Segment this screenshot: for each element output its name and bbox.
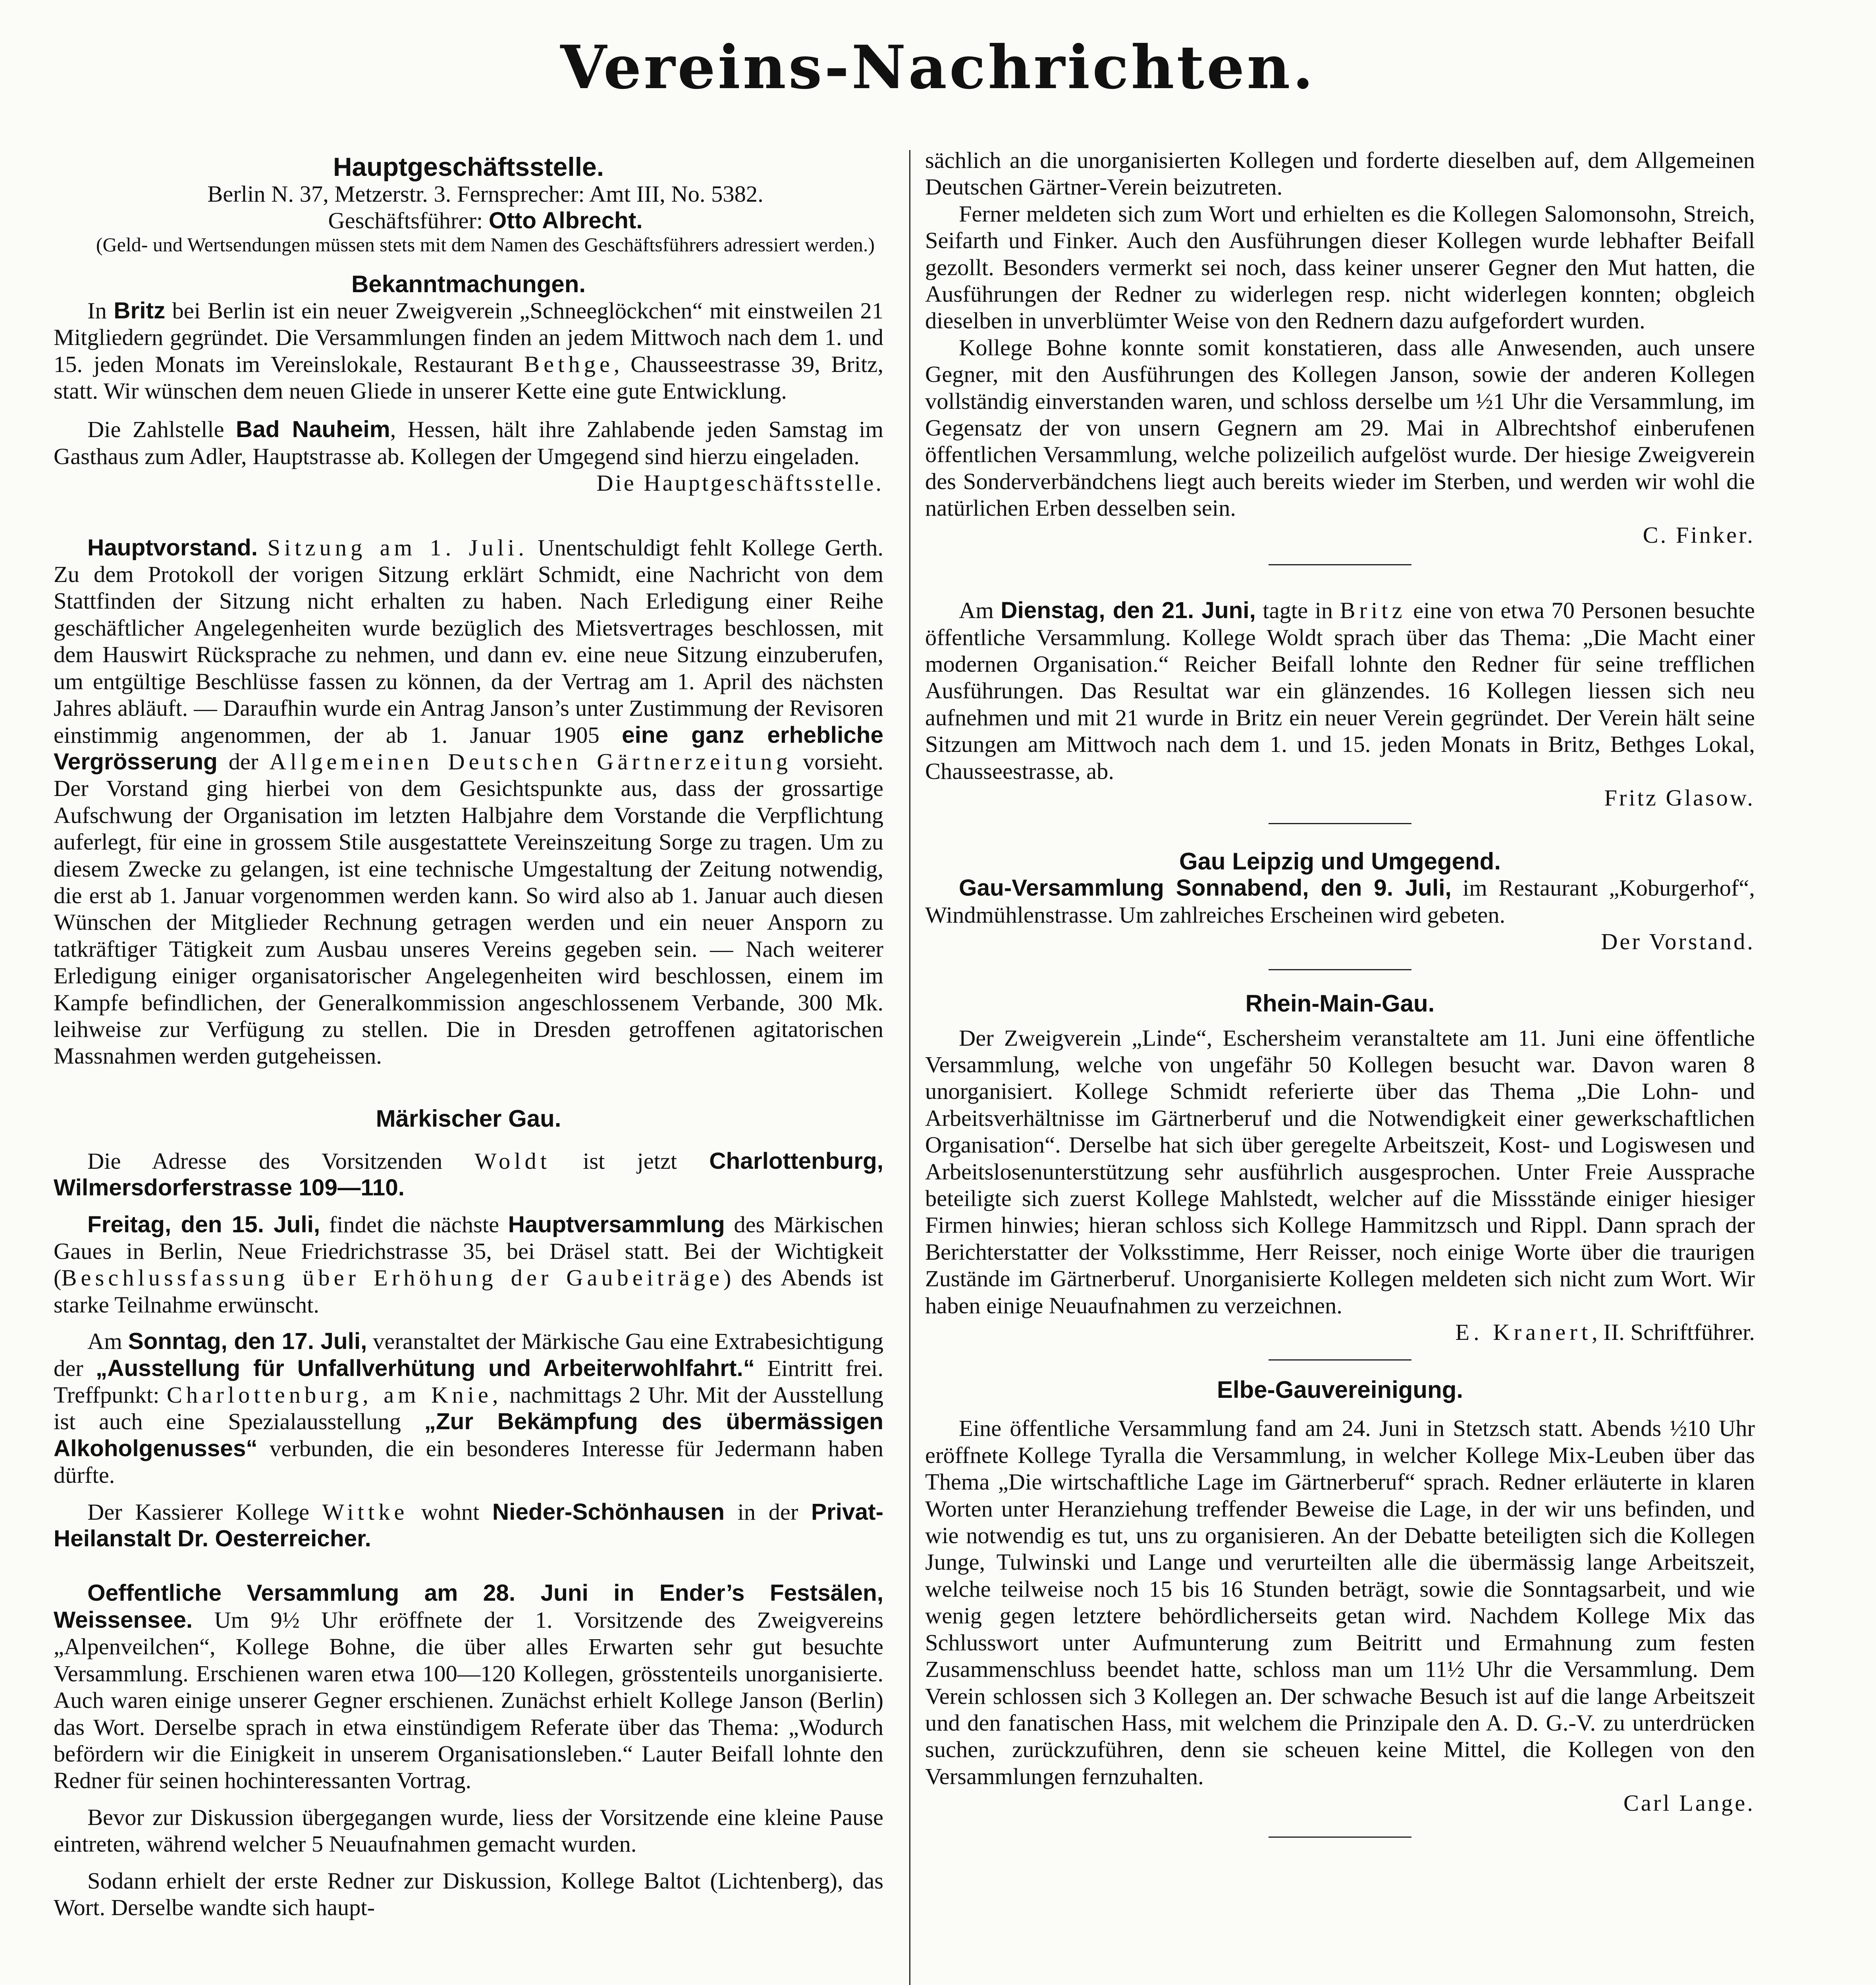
text-bold: „Ausstellung für Unfallverhütung und Arbeiterwohlfahrt.“ <box>95 1355 755 1381</box>
leipzig-heading: Gau Leipzig und Umgegend. <box>1179 848 1501 875</box>
text-bold: Oeffentliche Versammlung am 28. Juni in Ender’s Festsälen, Weissensee. <box>54 1580 883 1633</box>
section-rule <box>1269 1837 1411 1838</box>
leipzig-signature: Der Vorstand. <box>1601 929 1755 955</box>
masthead-title: Vereins-Nachrichten. <box>560 33 1316 102</box>
text-span: in der <box>737 1499 798 1525</box>
text-span: , II. Schriftführer. <box>1592 1319 1755 1345</box>
text-span: eine von etwa 70 Personen besuchte öffentliche Versammlung. Kollege Woldt sprach über das Thema: „Die Macht einer modernen Organisation.“ Reicher Beifall lohnte den Redner für seine trefflichen Ausführungen. Das Resultat war ein glänzendes. 16 Kollegen liessen sich neu aufnehmen und mit 21 wurde in Britz ein neuer Verein gegründet. Der Verein hält seine Sitzungen am Mittwoch nach dem 1. und 15. jeden Monats in Britz, Bethges Lokal, Chausseestrasse, ab. <box>925 597 1755 784</box>
elbe-report: Eine öffentliche Versammlung fand am 24. Juni in Stetzsch statt. Abends ½10 Uhr eröffnete Kollege Tyralla die Versammlung, in welcher Kollege Mix-Leuben über das Thema „Die wirtschaftliche Lage im Gärtnerberuf“ sprach. Redner erläuterte in klaren Worten unter Heranziehung treffender Beweise die Lage, in der wir uns befinden, und wie notwendig es tut, uns zu organisieren. An der Debatte beteiligten sich die Kollegen Junge, Tulwinski und Lange und verurteilten alle die übermässig lange Arbeitszeit, welche teilweise noch 15 bis 16 Stunden beträgt, sowie die Sonntagsarbeit, und wie wenig gegen letztere behördlicherseits getan wird. Nachdem Kollege Mix das Schlusswort unter Aufmunterung zum Beitritt und Ermahnung zum festen Zusammenschluss beendet hatte, schloss man um 11½ Uhr die Versammlung. Dem Verein schlossen sich 3 Kollegen an. Der schwache Besuch ist auf die lange Arbeitszeit und den fanatischen Hass, mit welchem die Prinzipale den A. D. G.-V. zu unterdrücken suchen, zurückzuführen, denn sie scheuen keine Mittel, die Kollegen von den Versammlungen fernzuhalten. <box>925 1415 1755 1789</box>
text-bold: „Zur Bekämpfung des übermässigen Alkoholgenusses“ <box>54 1409 884 1461</box>
text-span: im Restaurant „Koburgerhof“, Windmühlenstrasse. Um zahlreiches Erscheinen wird gebeten. <box>925 875 1755 928</box>
text-span: der <box>228 748 258 775</box>
text-spaced: Sitzung am 1. Juli. <box>267 534 528 561</box>
hq-manager-name: Otto Albrecht. <box>488 208 643 234</box>
continuation-paragraph: Kollege Bohne konnte somit konstatieren, dass alle Anwesenden, auch unsere Gegner, mit den Ausführungen des Kollegen Janson, sowie der anderen Kollegen vollständig einverstanden waren, und schloss derselbe um ½1 Uhr die Versammlung, im Gegensatz der von unsern Gegnern am 29. Mai in Albrechtshof einberufenen öffentlichen Versammlung, welche polizeilich aufgelöst wurde. Der hiesige Zweigverein des Sonderverbändchens liegt auch bereits wieder im Sterben, und werden wir wohl die natürlichen Erben desselben sein. <box>925 334 1755 521</box>
text-span: nachmittags 2 Uhr. Mit der Ausstellung ist auch eine Spezialausstellung <box>54 1382 884 1435</box>
text-span: Die Zahlstelle <box>87 416 224 443</box>
text-span: veranstaltet der Märkische Gau eine Extrabesichtigung der <box>54 1328 884 1381</box>
rhein-main-heading: Rhein-Main-Gau. <box>1245 990 1435 1017</box>
hq-address <box>54 181 883 207</box>
text-spaced: Beschlussfassung über Erhöhung der Gaubeiträge <box>61 1265 724 1291</box>
text-spaced: Charlottenburg, am Knie, <box>167 1382 502 1408</box>
right-column <box>925 147 1755 1838</box>
bekanntmachungen-heading: Bekanntmachungen. <box>351 270 586 297</box>
rhein-main-report: Der Zweigverein „Linde“, Eschersheim veranstaltete am 11. Juni eine öffentliche Versammlung, welche von ungefähr 50 Kollegen besucht war. Davon waren 8 unorganisiert. Kollege Schmidt referierte über das Thema „Die Lohn- und Arbeitsverhältnisse im Gärtnerberuf und die Notwendigkeit einer gewerkschaftlichen Organisation“. Derselbe hat sich über geregelte Arbeitszeit, Kost- und Logiswesen und Arbeitslosenunterstützung sehr ausführlich ausgesprochen. Unter Freie Aussprache beteiligte sich zuerst Kollege Mahlstedt, welcher auf die Missstände einiger hiesiger Firmen hinwies; hieran schloss sich Kollege Hammitzsch und Rippl. Dann sprach der Berichterstatter der Volksstimme, Herr Reisser, noch einige Worte über die traurigen Zustände im Gärtnerberuf. Unorganisierte Kollegen meldeten sich nicht zum Wort. Wir haben einige Neuaufnahmen zu verzeichnen. <box>925 1025 1755 1318</box>
bekanntmachung-britz <box>54 297 883 405</box>
leipzig-notice <box>925 875 1755 928</box>
continuation-paragraph: sächlich an die unorganisierten Kollegen und forderte dieselben auf, dem Allgemeinen Deutschen Gärtner-Verein beizutreten. <box>925 147 1755 200</box>
hq-note: (Geld- und Wertsendungen müssen stets mit dem Namen des Geschäftsführers adressiert werden.) <box>96 233 875 256</box>
elbe-heading: Elbe-Gauvereinigung. <box>1217 1376 1463 1403</box>
text-bold: Nieder-Schönhausen <box>492 1499 725 1525</box>
text-span: Unentschuldigt fehlt Kollege Gerth. Zu dem Protokoll der vorigen Sitzung erklärt Schmidt, eine Nachricht von dem Stattfinden der Sitzung nicht erhalten zu haben. Nach Erledigung einer Reihe geschäftlicher Angelegenheiten wurde bezüglich des Mietsvertrages beschlossen, mit dem Hauswirt Rücksprache zu nehmen, und dann ev. eine neue Sitzung einzuberufen, um entgültige Beschlüsse fassen zu können, da der Vertrag am 1. April des nächsten Jahres abläuft. — Daraufhin wurde ein Antrag Janson’s unter Zustimmung der Revisoren einstimmig angenommen, der ab 1. Januar 1905 <box>54 534 884 748</box>
maerkischer-gau-heading: Märkischer Gau. <box>376 1105 561 1132</box>
oeffentliche-versammlung <box>54 1580 883 1794</box>
text-bold: Sonntag, den 17. Juli, <box>128 1328 367 1355</box>
text-spaced: Woldt <box>474 1148 551 1174</box>
mg-kassierer <box>54 1499 883 1552</box>
text-span: verbunden, die ein besonderes Interesse für Jedermann haben dürfte. <box>54 1435 884 1488</box>
text-span: tagte in <box>1263 597 1333 624</box>
text-span: Am <box>87 1328 122 1355</box>
britz-report <box>925 597 1755 784</box>
mg-address-notice <box>54 1148 883 1201</box>
continuation-paragraph: Ferner meldeten sich zum Wort und erhielten es die Kollegen Salomonsohn, Streich, Seifarth und Finker. Auch den Ausführungen dieser Kollegen wurde lebhafter Beifall gezollt. Besonders vermerkt sei noch, dass keiner unserer Gegner den Mut hatten, die Ausführungen der Redner zu widerlegen resp. nicht widerlegen konnten; obgleich dieselben in unverblümter Weise von den Rednern dazu aufgefordert wurden. <box>925 200 1755 334</box>
hauptvorstand-report <box>54 534 883 1070</box>
text-span: findet die nächste <box>329 1211 499 1237</box>
text-bold: Gau-Versammlung Sonnabend, den 9. Juli, <box>959 875 1452 901</box>
hq-heading: Hauptgeschäftsstelle. <box>333 152 604 181</box>
text-span: , Chausseestrasse 39, Britz, statt. Wir wünschen dem neuen Gliede in unserer Kette eine gute Entwicklung. <box>54 351 883 404</box>
text-span: Der Kassierer Kollege <box>87 1499 309 1525</box>
text-span: Um 9½ Uhr eröffnete der 1. Vorsitzende des Zweigvereins „Alpenveilchen“, Kollege Bohne, die über alles Erwarten sehr gut besuchte Versammlung. Erschienen waren etwa 100—120 Kollegen, grösstenteils unorganisierte. Auch waren einige unserer Gegner erschienen. Zunächst erhielt Kollege Janson (Berlin) das Wort. Derselbe sprach in etwa einstündigem Referate über das Thema: „Wodurch befördern wir die Einigkeit in unserem Organisationsleben.“ Lauter Beifall lohnte den Redner für seinen hochinteressanten Vortrag. <box>54 1607 884 1794</box>
text-span: Die Adresse des Vorsitzenden <box>87 1148 443 1174</box>
text-span: des Märkischen Gaues in Berlin, Neue Friedrichstrasse 35, bei Dräsel statt. Bei der Wichtigkeit ( <box>54 1211 884 1291</box>
text-spaced: Allgemeinen Deutschen Gärtnerzeitung <box>269 748 792 775</box>
glasow-signature: Fritz Glasow. <box>1604 784 1755 811</box>
kranert-signature <box>925 1319 1755 1345</box>
text-span: , Hessen, hält ihre Zahlabende jeden Samstag im Gasthaus zum Adler, Hauptstrasse ab. Kollegen der Umgegend sind hierzu eingeladen. <box>54 416 884 469</box>
bekanntmachung-nauheim <box>54 416 883 470</box>
ov-diskussion: Sodann erhielt der erste Redner zur Diskussion, Kollege Baltot (Lichtenberg), das Wort. Derselbe wandte sich haupt- <box>54 1867 883 1920</box>
text-bold: Privat-Heilanstalt Dr. Oesterreicher. <box>54 1499 884 1552</box>
text-bold: Hauptvorstand. <box>87 534 258 561</box>
text-span: ist jetzt <box>583 1148 677 1174</box>
text-bold: Britz <box>114 297 166 324</box>
text-spaced: E. Kranert <box>1455 1319 1592 1345</box>
text-span: In <box>87 297 107 324</box>
text-span: bei Berlin ist ein neuer Zweigverein „Schneeglöckchen“ mit einstweilen 21 Mitgliedern gegründet. Die Versammlungen finden an jedem Mittwoch nach dem 1. und 15. jeden Monats im Vereinslokale, Restaurant <box>54 297 883 377</box>
lange-signature: Carl Lange. <box>1623 1790 1755 1816</box>
text-spaced: Britz <box>1340 597 1406 624</box>
ov-pause: Bevor zur Diskussion übergegangen wurde, liess der Vorsitzende eine kleine Pause eintreten, während welcher 5 Neuaufnahmen gemacht wurden. <box>54 1804 883 1857</box>
text-span: vorsieht. Der Vorstand ging hierbei von dem Gesichtspunkte aus, dass der grossartige Aufschwung der Organisation im letzten Halbjahre dem Vorstande die Verpflichtung auferlegt, für eine in grossem Stile ausgestattete Vereinszeitung Sorge zu tragen. Um zu diesem Zwecke zu gelangen, ist eine technische Umgestaltung der Zeitung notwendig, die erst ab 1. Januar vorgenommen werden kann. So wird also ab 1. Januar auch diesen Wünschen der Mitglieder Rechnung getragen werden und ein neuer Ansporn zu tatkräftiger Tätigkeit zum Ausbau unseres Vereins gegeben sein. — Nach weiterer Erledigung einiger organisatorischer Angelegenheiten wird beschlossen, einem im Kampfe befindlichen, der Generalkommission angeschlossenem Verbande, 300 Mk. leihweise zur Verfügung zu stellen. Die in Dresden getroffenen agitatorischen Massnahmen werden gutgeheissen. <box>54 748 884 1069</box>
mg-hauptversammlung <box>54 1211 883 1318</box>
text-bold: Charlottenburg, Wilmersdorferstrasse 109—110. <box>54 1148 884 1201</box>
text-bold: Freitag, den 15. Juli, <box>87 1211 320 1237</box>
text-bold: eine ganz erhebliche Vergrösserung <box>54 722 883 775</box>
text-span: Eintritt frei. Treffpunkt: <box>54 1355 884 1408</box>
hq-address-text: Berlin N. 37, Metzerstr. 3. Fernsprecher: Amt III, No. 5382. <box>207 181 764 207</box>
left-column <box>54 153 883 1921</box>
mg-ausstellung <box>54 1328 883 1488</box>
hq-manager-label: Geschäftsführer: <box>328 208 483 234</box>
column-divider <box>909 150 910 1985</box>
finker-signature: C. Finker. <box>1643 522 1755 548</box>
text-bold: Bad Nauheim <box>236 416 390 443</box>
text-span: ) des Abends ist starke Teilnahme erwünscht. <box>54 1265 883 1318</box>
bekanntmachung-signature: Die Hauptgeschäftsstelle. <box>596 470 883 496</box>
text-spaced: Bethge <box>524 351 614 377</box>
text-bold: Dienstag, den 21. Juni, <box>1001 597 1256 624</box>
text-spaced: Wittke <box>322 1499 409 1525</box>
text-bold: Hauptversammlung <box>508 1211 725 1237</box>
text-span: Am <box>959 597 994 624</box>
text-span: wohnt <box>421 1499 480 1525</box>
hq-manager <box>54 207 883 234</box>
